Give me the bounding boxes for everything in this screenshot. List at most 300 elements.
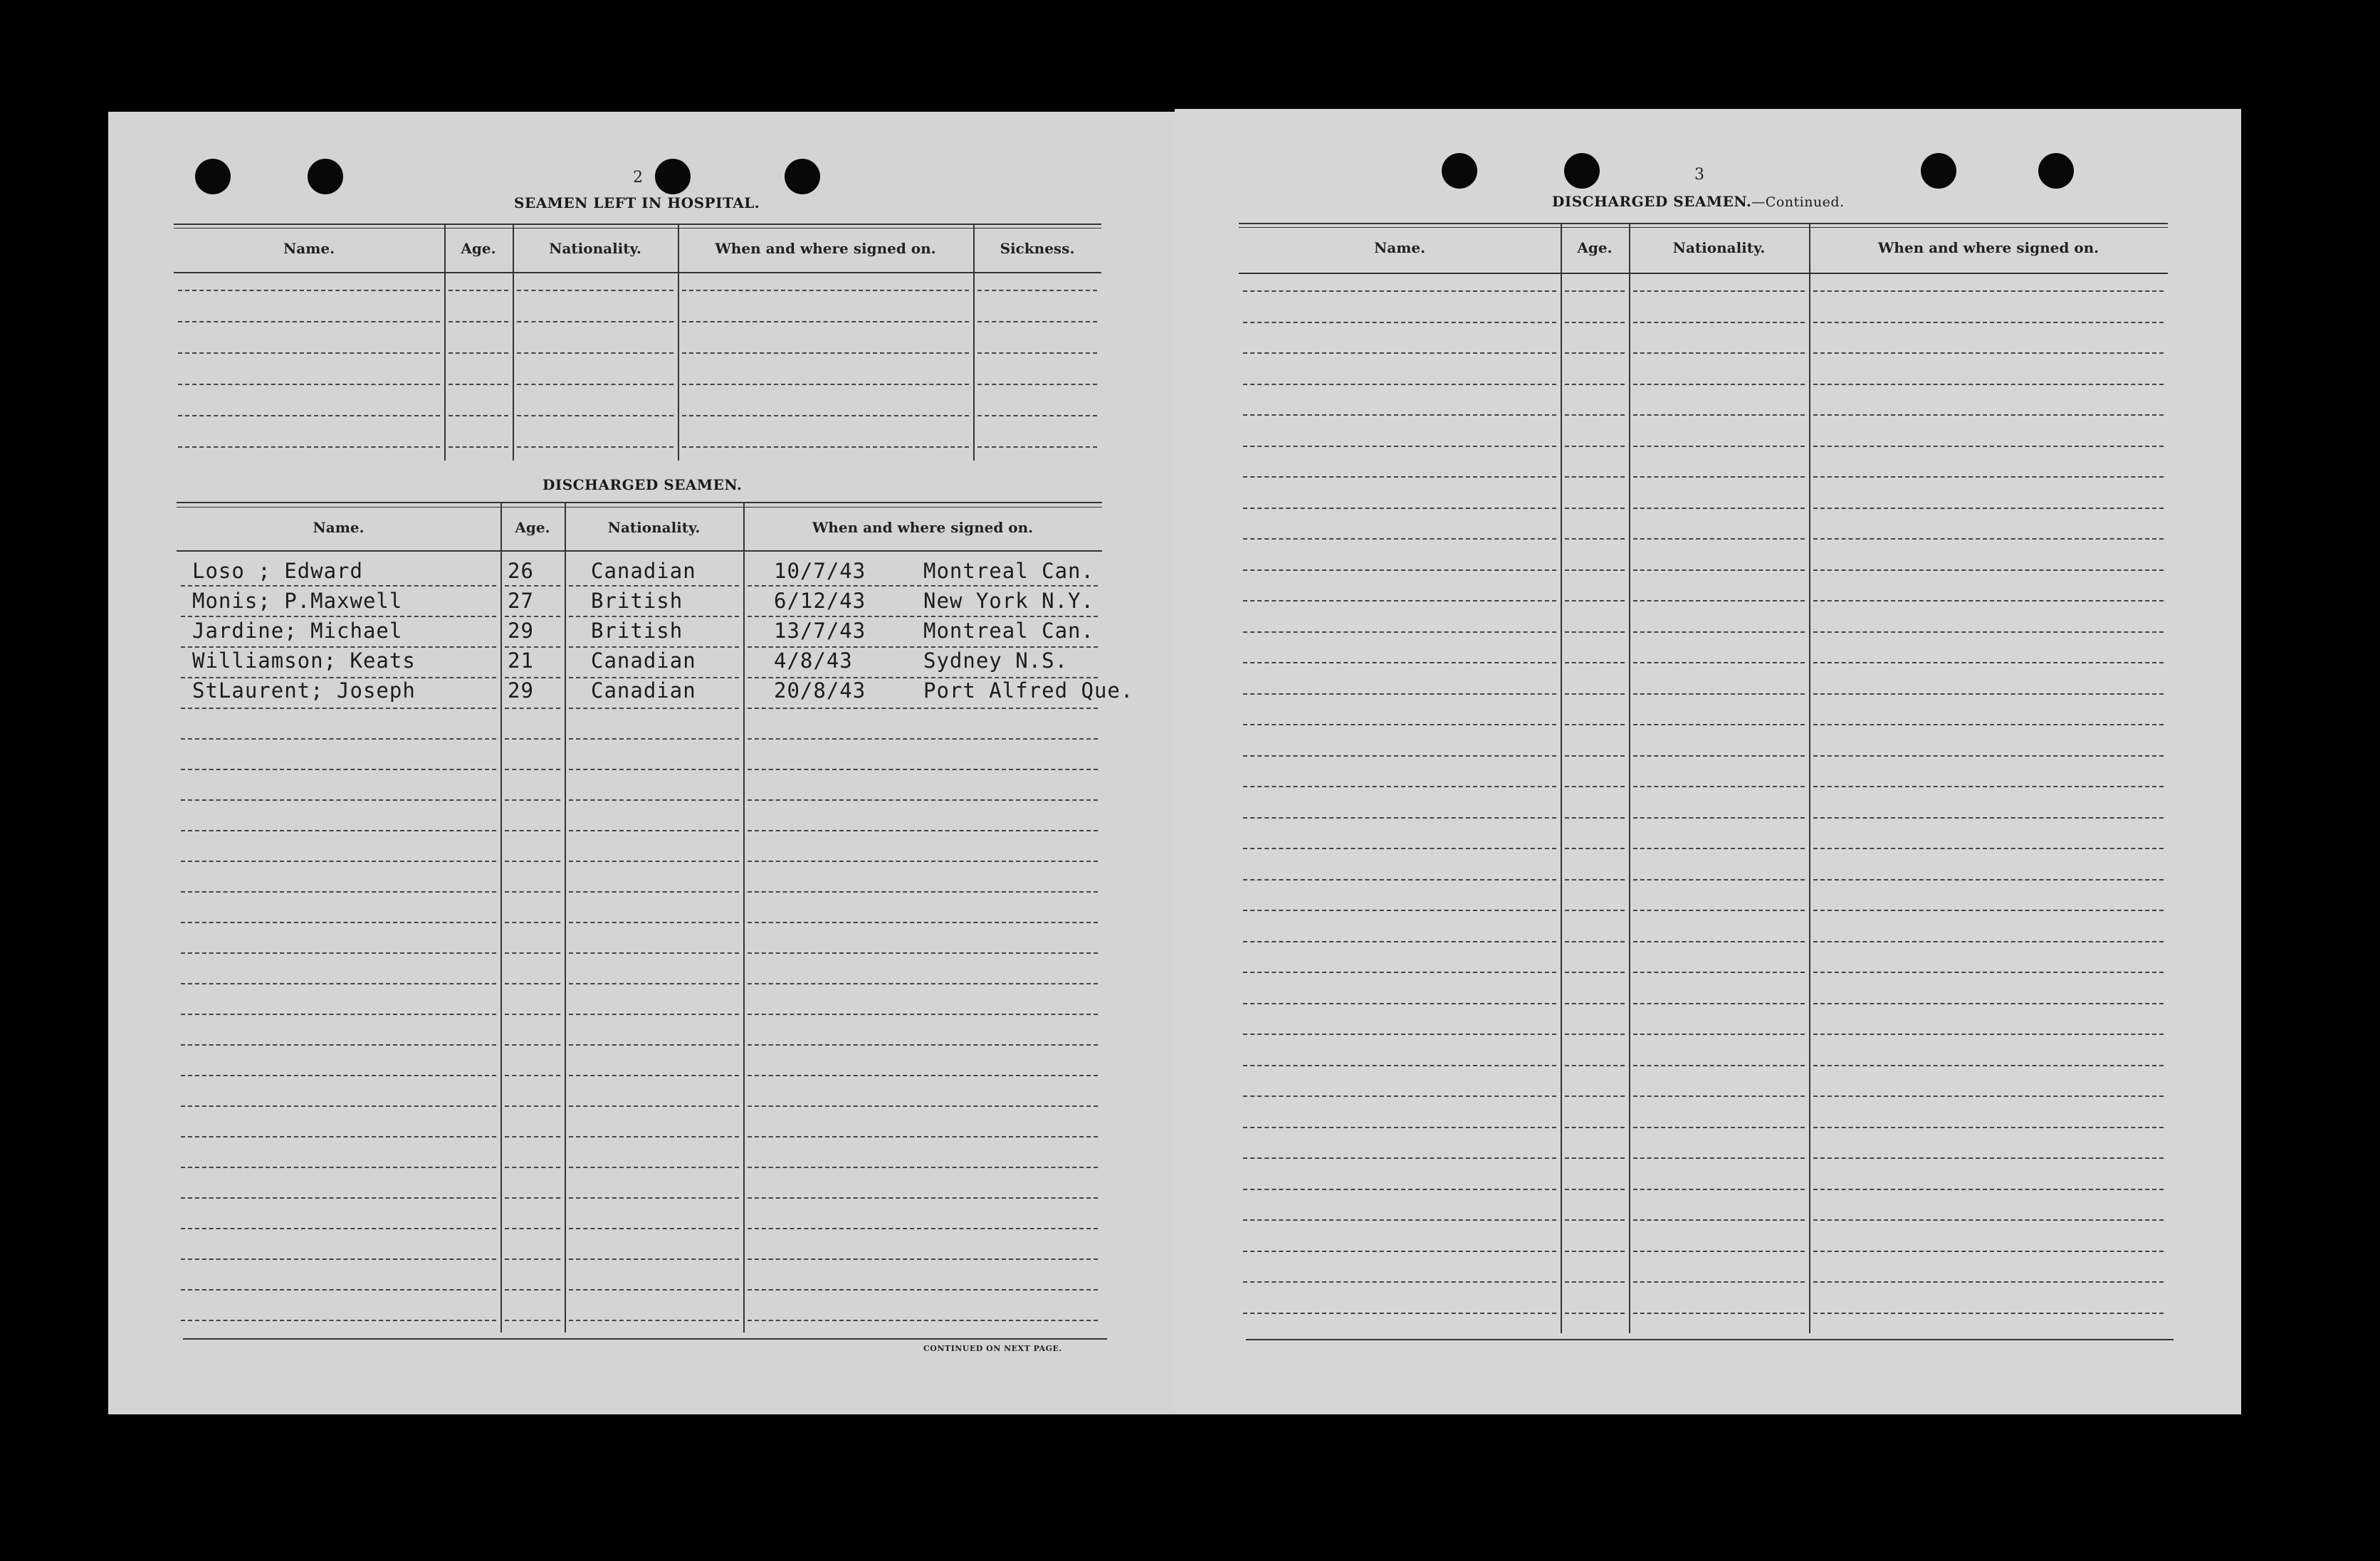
column-divider: [444, 224, 446, 461]
ruled-line: [977, 290, 1097, 291]
ruled-line: [569, 922, 739, 923]
discharged-section-title: DISCHARGED SEAMEN.: [542, 476, 743, 493]
ruled-line: [1633, 508, 1805, 509]
ruled-line: [1243, 1281, 1556, 1283]
ruled-line: [517, 446, 673, 448]
ruled-line: [181, 1075, 496, 1076]
ruled-line: [1813, 1251, 2164, 1252]
ruled-line: [569, 952, 739, 954]
ruled-line: [1565, 910, 1625, 911]
column-header: Age.: [515, 519, 550, 536]
ruled-line: [1633, 755, 1805, 757]
page-number: 2: [633, 169, 643, 186]
ruled-line: [1565, 631, 1625, 633]
ruled-line: [1243, 1003, 1556, 1004]
ruled-line: [1813, 972, 2164, 973]
ruled-line: [1565, 755, 1625, 757]
ruled-line: [517, 384, 673, 385]
ruled-line: [748, 1197, 1098, 1199]
ruled-line: [505, 1105, 560, 1107]
column-header: When and where signed on.: [715, 240, 936, 257]
ruled-line: [1813, 786, 2164, 787]
seaman-age: 29: [508, 619, 534, 643]
table-rule: [1239, 273, 2168, 274]
title-suffix: —Continued.: [1751, 194, 1845, 210]
ruled-line: [1565, 1281, 1625, 1283]
ruled-line: [1633, 322, 1805, 323]
seaman-name: Monis; P.Maxwell: [192, 589, 403, 613]
ruled-line: [569, 1258, 739, 1260]
seaman-nationality: British: [591, 619, 683, 643]
signed-on-place: Sydney N.S.: [923, 648, 1069, 673]
ruled-line: [505, 1075, 560, 1076]
ruled-line: [178, 446, 440, 448]
ruled-line: [977, 384, 1097, 385]
column-divider: [678, 224, 679, 461]
ruled-line: [1243, 414, 1556, 416]
ruled-line: [1565, 1034, 1625, 1035]
ruled-line: [1243, 384, 1556, 385]
ruled-line: [1243, 848, 1556, 849]
ruled-line: [1565, 1189, 1625, 1190]
ruled-line: [682, 352, 969, 354]
ruled-line: [748, 769, 1098, 770]
ruled-line: [181, 1320, 496, 1321]
ruled-line: [569, 1014, 739, 1015]
ruled-line: [1565, 1127, 1625, 1128]
ruled-line: [505, 983, 560, 984]
ruled-line: [1813, 1003, 2164, 1004]
ruled-line: [569, 1136, 739, 1137]
ruled-line: [1565, 786, 1625, 787]
ruled-line: [505, 738, 560, 740]
ruled-line: [505, 1167, 560, 1168]
ruled-line: [1633, 600, 1805, 601]
ruled-line: [181, 1289, 496, 1291]
ruled-line: [1243, 508, 1556, 509]
ruled-line: [1813, 848, 2164, 849]
ruled-line: [1243, 941, 1556, 942]
ruled-line: [569, 708, 739, 709]
punch-hole: [655, 159, 691, 194]
ruled-line: [1813, 1034, 2164, 1035]
ruled-line: [505, 769, 560, 770]
ruled-line: [748, 738, 1098, 740]
signed-on-place: Port Alfred Que.: [923, 678, 1134, 703]
ruled-line: [1633, 941, 1805, 942]
ruled-line: [449, 384, 508, 385]
right-page: [1175, 109, 2241, 1414]
column-header: Name.: [283, 240, 335, 257]
column-divider: [1561, 223, 1562, 1333]
ruled-line: [1633, 1157, 1805, 1159]
ruled-line: [569, 1228, 739, 1229]
ruled-line: [505, 1136, 560, 1137]
ruled-line: [748, 983, 1098, 984]
ruled-line: [1565, 848, 1625, 849]
ruled-line: [1813, 724, 2164, 725]
table-row: [108, 678, 1176, 707]
ruled-line: [1633, 1313, 1805, 1314]
ruled-line: [1243, 910, 1556, 911]
ruled-line: [569, 1320, 739, 1321]
ruled-line: [1633, 569, 1805, 571]
ruled-line: [1813, 569, 2164, 571]
column-header: Nationality.: [549, 240, 641, 257]
table-row: [108, 619, 1176, 647]
ruled-line: [748, 891, 1098, 893]
ruled-line: [1565, 600, 1625, 601]
ruled-line: [1633, 290, 1805, 292]
column-header: Age.: [461, 240, 496, 257]
ruled-line: [1633, 786, 1805, 787]
ruled-line: [1813, 508, 2164, 509]
ruled-line: [1565, 476, 1625, 478]
table-row: [108, 559, 1176, 587]
title-text: DISCHARGED SEAMEN.: [1552, 193, 1752, 210]
ruled-line: [505, 861, 560, 862]
column-divider: [513, 224, 514, 461]
ruled-line: [748, 861, 1098, 862]
ruled-line: [1813, 600, 2164, 601]
ruled-line: [505, 922, 560, 923]
column-header: Nationality.: [607, 519, 701, 536]
seaman-nationality: British: [591, 589, 683, 613]
ruled-line: [517, 321, 673, 322]
ruled-line: [449, 352, 508, 354]
ruled-line: [1633, 1251, 1805, 1252]
ruled-line: [1633, 910, 1805, 911]
ruled-line: [505, 1228, 560, 1229]
ruled-line: [1633, 631, 1805, 633]
ruled-line: [178, 384, 440, 385]
ruled-line: [181, 891, 496, 893]
ruled-line: [1565, 941, 1625, 942]
ruled-line: [1243, 972, 1556, 973]
ruled-line: [1243, 755, 1556, 757]
ruled-line: [1633, 414, 1805, 416]
seaman-age: 26: [508, 559, 534, 583]
ruled-line: [181, 861, 496, 862]
ruled-line: [181, 830, 496, 831]
ruled-line: [1565, 1313, 1625, 1314]
ruled-line: [977, 352, 1097, 354]
ruled-line: [505, 952, 560, 954]
ruled-line: [748, 1289, 1098, 1291]
column-header: Nationality.: [1672, 239, 1766, 256]
ruled-line: [1813, 941, 2164, 942]
ruled-line: [505, 799, 560, 801]
ruled-line: [181, 1258, 496, 1260]
ruled-line: [1243, 1313, 1556, 1314]
ruled-line: [977, 415, 1097, 416]
ruled-line: [1243, 446, 1556, 447]
ruled-line: [1243, 1065, 1556, 1066]
ruled-line: [505, 1258, 560, 1260]
ruled-line: [569, 769, 739, 770]
ruled-line: [1243, 879, 1556, 881]
table-rule: [1239, 227, 2168, 228]
ruled-line: [1813, 290, 2164, 292]
ruled-line: [1243, 352, 1556, 354]
ruled-line: [449, 290, 508, 291]
signed-on-date: 20/8/43: [774, 678, 866, 703]
punch-hole: [1564, 153, 1600, 189]
ruled-line: [977, 446, 1097, 448]
ruled-line: [569, 830, 739, 831]
table-rule: [174, 272, 1101, 273]
ruled-line: [1633, 693, 1805, 695]
ruled-line: [1813, 662, 2164, 663]
ruled-line: [1813, 755, 2164, 757]
ruled-line: [1813, 1189, 2164, 1190]
ruled-line: [1565, 693, 1625, 695]
ruled-line: [1813, 1065, 2164, 1066]
ruled-line: [1243, 724, 1556, 725]
ruled-line: [517, 352, 673, 354]
ruled-line: [569, 1075, 739, 1076]
ruled-line: [181, 922, 496, 923]
ruled-line: [1243, 1034, 1556, 1035]
ruled-line: [569, 891, 739, 893]
ruled-line: [505, 1197, 560, 1199]
ruled-line: [682, 321, 969, 322]
ruled-line: [748, 1167, 1098, 1168]
ruled-line: [1633, 662, 1805, 663]
ruled-line: [748, 1075, 1098, 1076]
seaman-name: StLaurent; Joseph: [192, 678, 416, 703]
ruled-line: [1243, 1189, 1556, 1190]
ruled-line: [1565, 290, 1625, 292]
ruled-line: [1633, 817, 1805, 819]
ruled-line: [1565, 662, 1625, 663]
ruled-line: [748, 1228, 1098, 1229]
seaman-age: 21: [508, 648, 534, 673]
discharged-continued-title: [1552, 193, 1845, 210]
ruled-line: [505, 891, 560, 893]
ruled-line: [1243, 322, 1556, 323]
table-row: [108, 589, 1176, 617]
ruled-line: [1243, 1095, 1556, 1097]
table-row: [108, 648, 1176, 677]
ruled-line: [181, 708, 496, 709]
ruled-line: [569, 1167, 739, 1168]
table-bottom-rule: [183, 1338, 1107, 1340]
punch-hole: [195, 159, 231, 194]
ruled-line: [1633, 1003, 1805, 1004]
page-number: 3: [1694, 166, 1704, 184]
ruled-line: [1633, 1095, 1805, 1097]
ruled-line: [181, 1105, 496, 1107]
ruled-line: [181, 952, 496, 954]
ruled-line: [1633, 1189, 1805, 1190]
ruled-line: [178, 321, 440, 322]
table-bottom-rule: [1246, 1339, 2174, 1340]
ruled-line: [1813, 693, 2164, 695]
ruled-line: [1813, 538, 2164, 540]
ruled-line: [569, 1044, 739, 1046]
ruled-line: [181, 1044, 496, 1046]
ruled-line: [569, 1289, 739, 1291]
ruled-line: [748, 1258, 1098, 1260]
column-divider: [1809, 223, 1810, 1333]
ruled-line: [569, 799, 739, 801]
ruled-line: [181, 769, 496, 770]
ruled-line: [181, 1014, 496, 1015]
ruled-line: [748, 799, 1098, 801]
ruled-line: [1633, 1219, 1805, 1221]
ruled-line: [505, 1320, 560, 1321]
ruled-line: [505, 708, 560, 709]
ruled-line: [1243, 631, 1556, 633]
table-rule: [1239, 223, 2168, 224]
seaman-name: Jardine; Michael: [192, 619, 403, 643]
ruled-line: [569, 1105, 739, 1107]
ruled-line: [1633, 972, 1805, 973]
ruled-line: [1813, 817, 2164, 819]
ruled-line: [1813, 631, 2164, 633]
ruled-line: [1243, 476, 1556, 478]
ruled-line: [1243, 1127, 1556, 1128]
ruled-line: [1565, 384, 1625, 385]
ruled-line: [1813, 414, 2164, 416]
hospital-section-title: SEAMEN LEFT IN HOSPITAL.: [514, 194, 760, 211]
ruled-line: [748, 952, 1098, 954]
ruled-line: [1565, 446, 1625, 447]
ruled-line: [1243, 290, 1556, 292]
ruled-line: [1813, 1281, 2164, 1283]
signed-on-date: 13/7/43: [774, 619, 866, 643]
ruled-line: [1243, 1219, 1556, 1221]
ruled-line: [1565, 569, 1625, 571]
signed-on-date: 10/7/43: [774, 559, 866, 583]
ruled-line: [1633, 848, 1805, 849]
ruled-line: [517, 415, 673, 416]
column-header: When and where signed on.: [1877, 239, 2099, 256]
signed-on-place: New York N.Y.: [923, 589, 1094, 613]
ruled-line: [1565, 1251, 1625, 1252]
ruled-line: [181, 1197, 496, 1199]
table-rule: [174, 224, 1101, 225]
ruled-line: [181, 983, 496, 984]
ruled-line: [1633, 1281, 1805, 1283]
ruled-line: [748, 830, 1098, 831]
ruled-line: [748, 1136, 1098, 1137]
ruled-line: [682, 446, 969, 448]
table-rule: [177, 507, 1102, 508]
column-header: Sickness.: [1000, 240, 1075, 257]
ruled-line: [1813, 1095, 2164, 1097]
ruled-line: [1565, 1157, 1625, 1159]
ruled-line: [1243, 817, 1556, 819]
seaman-name: Loso ; Edward: [192, 559, 363, 583]
column-header: Name.: [1373, 239, 1426, 256]
ruled-line: [748, 708, 1098, 709]
ruled-line: [1243, 1157, 1556, 1159]
ruled-line: [1813, 1157, 2164, 1159]
ruled-line: [569, 983, 739, 984]
ruled-line: [1243, 786, 1556, 787]
punch-hole: [785, 159, 820, 194]
ruled-line: [449, 446, 508, 448]
ruled-line: [748, 1014, 1098, 1015]
ruled-line: [1633, 476, 1805, 478]
ruled-line: [1633, 352, 1805, 354]
ruled-line: [1813, 1313, 2164, 1314]
ruled-line: [1565, 1219, 1625, 1221]
ruled-line: [517, 290, 673, 291]
seaman-nationality: Canadian: [591, 678, 696, 703]
ruled-line: [1565, 879, 1625, 881]
ruled-line: [1565, 972, 1625, 973]
punch-hole: [1442, 153, 1477, 189]
ruled-line: [569, 738, 739, 740]
ruled-line: [1633, 538, 1805, 540]
ruled-line: [1565, 538, 1625, 540]
ruled-line: [748, 922, 1098, 923]
punch-hole: [308, 159, 343, 194]
seaman-age: 27: [508, 589, 534, 613]
ruled-line: [1633, 446, 1805, 447]
punch-hole: [1921, 153, 1956, 189]
ruled-line: [1565, 724, 1625, 725]
seaman-nationality: Canadian: [591, 648, 696, 673]
ruled-line: [505, 830, 560, 831]
signed-on-date: 4/8/43: [774, 648, 853, 673]
ruled-line: [748, 1320, 1098, 1321]
ruled-line: [1633, 384, 1805, 385]
signed-on-date: 6/12/43: [774, 589, 866, 613]
column-header: Name.: [313, 519, 365, 536]
ruled-line: [505, 1289, 560, 1291]
ruled-line: [1565, 1065, 1625, 1066]
ruled-line: [569, 861, 739, 862]
ruled-line: [977, 321, 1097, 322]
continued-note: CONTINUED ON NEXT PAGE.: [923, 1344, 1062, 1353]
ruled-line: [1243, 569, 1556, 571]
ruled-line: [1565, 817, 1625, 819]
ruled-line: [1565, 1003, 1625, 1004]
ruled-line: [1243, 1251, 1556, 1252]
ruled-line: [449, 321, 508, 322]
ruled-line: [1813, 879, 2164, 881]
ruled-line: [505, 1014, 560, 1015]
punch-hole: [2038, 153, 2074, 189]
ruled-line: [1243, 538, 1556, 540]
ruled-line: [682, 384, 969, 385]
ruled-line: [1243, 600, 1556, 601]
column-divider: [973, 224, 975, 461]
ruled-line: [1565, 322, 1625, 323]
ruled-line: [1633, 879, 1805, 881]
ruled-line: [1813, 1127, 2164, 1128]
table-rule: [177, 550, 1102, 552]
signed-on-place: Montreal Can.: [923, 619, 1094, 643]
ruled-line: [181, 738, 496, 740]
ruled-line: [505, 1044, 560, 1046]
ruled-line: [1243, 662, 1556, 663]
ruled-line: [178, 352, 440, 354]
seaman-age: 29: [508, 678, 534, 703]
column-divider: [1629, 223, 1630, 1333]
ruled-line: [1813, 1219, 2164, 1221]
ruled-line: [1813, 446, 2164, 447]
ruled-line: [181, 1136, 496, 1137]
ruled-line: [1813, 352, 2164, 354]
ruled-line: [1633, 1065, 1805, 1066]
ruled-line: [682, 415, 969, 416]
ruled-line: [569, 1197, 739, 1199]
